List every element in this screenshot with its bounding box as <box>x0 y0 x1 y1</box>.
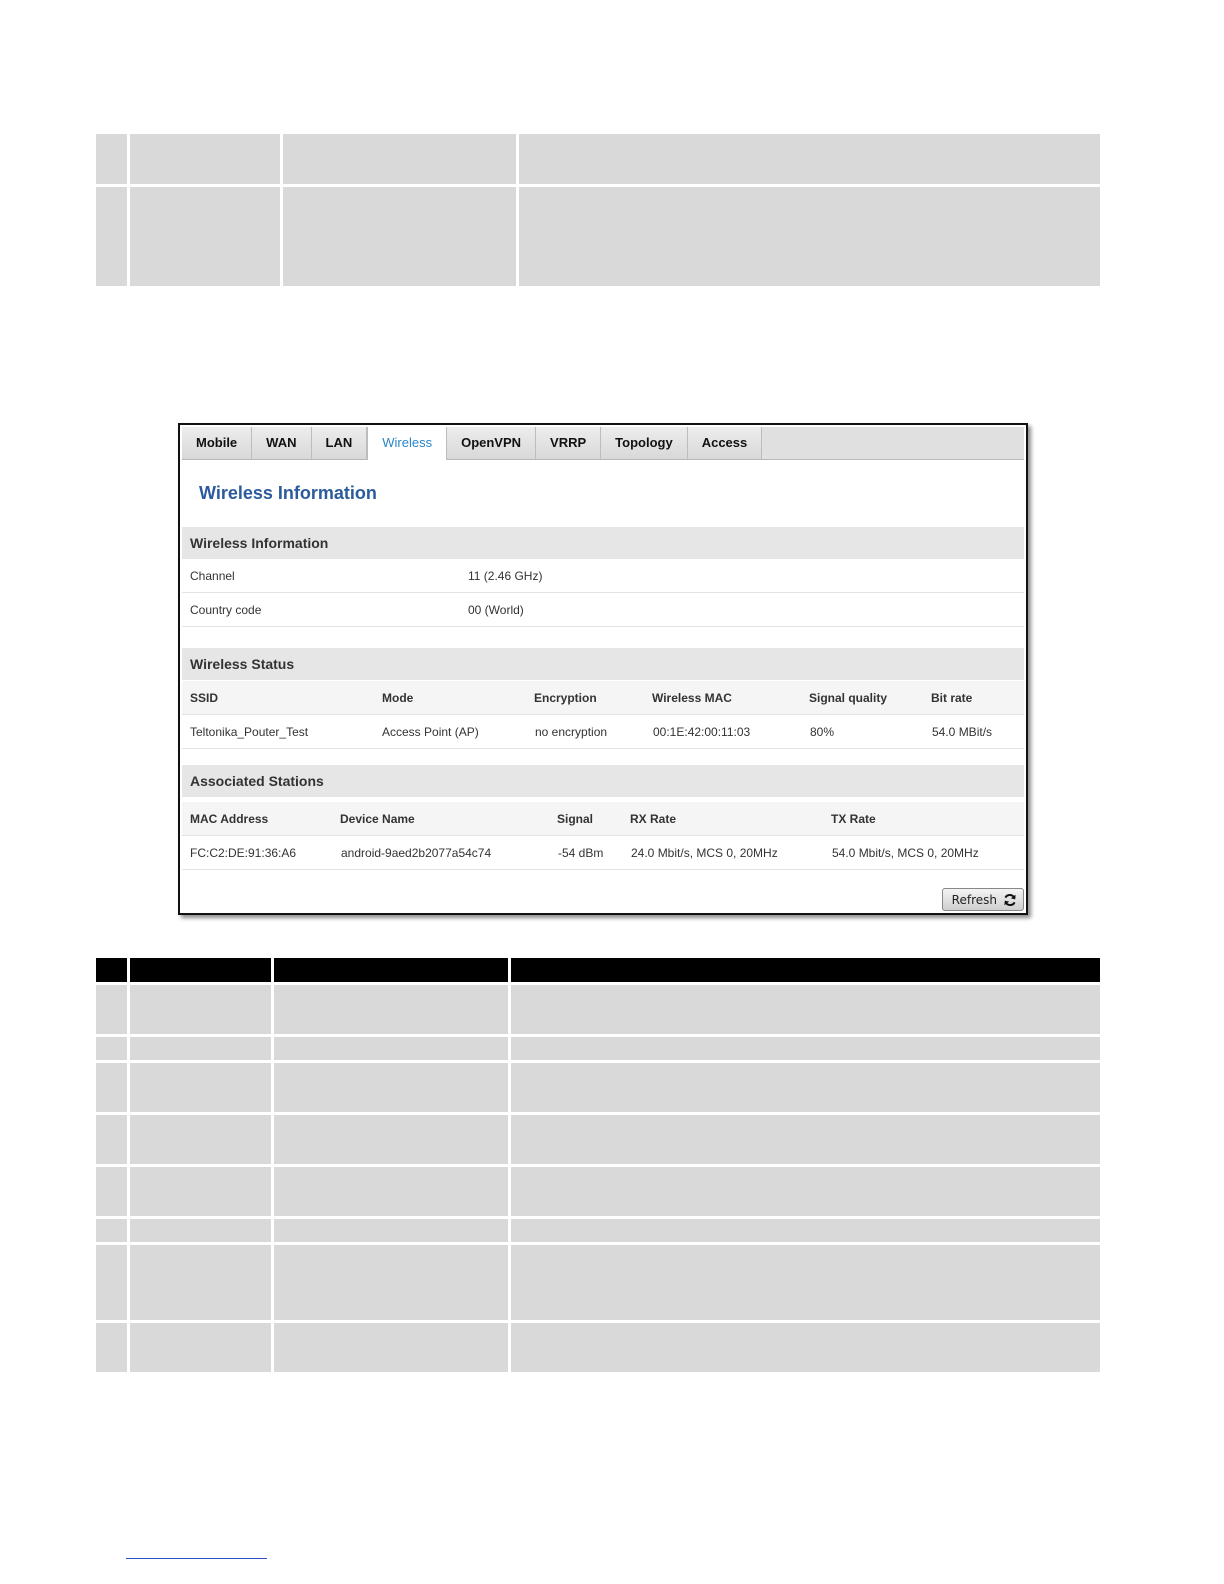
wireless-status-header <box>182 681 1024 715</box>
refresh-label: Refresh <box>951 892 997 907</box>
top-document-table <box>93 131 1103 289</box>
mode-value: Access Point (AP) <box>382 725 479 739</box>
table-row <box>182 836 1024 870</box>
col-tx-rate: TX Rate <box>831 812 876 826</box>
table-row <box>96 1323 1100 1372</box>
refresh-icon <box>1003 893 1017 907</box>
table-row <box>96 1115 1100 1164</box>
tab-bar <box>182 427 1024 460</box>
section-wireless-status: Wireless Status <box>182 648 1024 680</box>
rx-rate-value: 24.0 Mbit/s, MCS 0, 20MHz <box>631 846 778 860</box>
table-row <box>96 1037 1100 1060</box>
tab-lan[interactable]: LAN <box>312 427 368 459</box>
country-code-row <box>182 593 1024 627</box>
section-associated-stations: Associated Stations <box>182 765 1024 797</box>
bottom-document-table <box>93 955 1103 1375</box>
col-encryption: Encryption <box>534 691 597 705</box>
wireless-mac-value: 00:1E:42:00:11:03 <box>653 725 751 739</box>
col-wireless-mac: Wireless MAC <box>652 691 732 705</box>
page-title: Wireless Information <box>199 483 377 503</box>
refresh-button[interactable] <box>942 888 1024 911</box>
col-mac-address: MAC Address <box>190 812 269 826</box>
bit-rate-value: 54.0 MBit/s <box>932 725 993 739</box>
table-row <box>96 985 1100 1034</box>
table-row <box>96 134 1100 184</box>
mac-address-value: FC:C2:DE:91:36:A6 <box>190 846 297 860</box>
col-mode: Mode <box>382 691 414 705</box>
col-signal-quality: Signal quality <box>809 691 888 705</box>
ssid-value: Teltonika_Pouter_Test <box>190 725 309 739</box>
tab-openvpn[interactable]: OpenVPN <box>447 427 536 459</box>
channel-row <box>182 559 1024 593</box>
country-code-label: Country code <box>190 603 262 617</box>
signal-value: -54 dBm <box>558 846 604 860</box>
signal-quality-value: 80% <box>810 725 835 739</box>
col-device-name: Device Name <box>340 812 415 826</box>
footer-link-underline <box>126 1558 267 1559</box>
encryption-value: no encryption <box>535 725 608 739</box>
section-wireless-information: Wireless Information <box>182 527 1024 559</box>
col-ssid: SSID <box>190 691 219 705</box>
tab-topology[interactable]: Topology <box>601 427 688 459</box>
col-bit-rate: Bit rate <box>931 691 973 705</box>
col-rx-rate: RX Rate <box>630 812 677 826</box>
stations-header <box>182 802 1024 836</box>
col-signal: Signal <box>557 812 594 826</box>
table-row <box>96 1219 1100 1242</box>
table-row <box>182 715 1024 749</box>
tab-access[interactable]: Access <box>688 427 763 459</box>
table-row <box>96 187 1100 286</box>
channel-label: Channel <box>190 569 235 583</box>
channel-value: 11 (2.46 GHz) <box>468 569 543 583</box>
tab-wireless[interactable]: Wireless <box>367 427 447 460</box>
country-code-value: 00 (World) <box>468 603 524 617</box>
table-row <box>96 1167 1100 1216</box>
router-screenshot <box>178 423 1028 915</box>
tab-mobile[interactable]: Mobile <box>182 427 252 459</box>
table-row <box>96 1245 1100 1320</box>
table-header-row <box>96 958 1100 982</box>
tab-wan[interactable]: WAN <box>252 427 311 459</box>
tx-rate-value: 54.0 Mbit/s, MCS 0, 20MHz <box>832 846 979 860</box>
tab-vrrp[interactable]: VRRP <box>536 427 601 459</box>
table-row <box>96 1063 1100 1112</box>
device-name-value: android-9aed2b2077a54c74 <box>341 846 492 860</box>
